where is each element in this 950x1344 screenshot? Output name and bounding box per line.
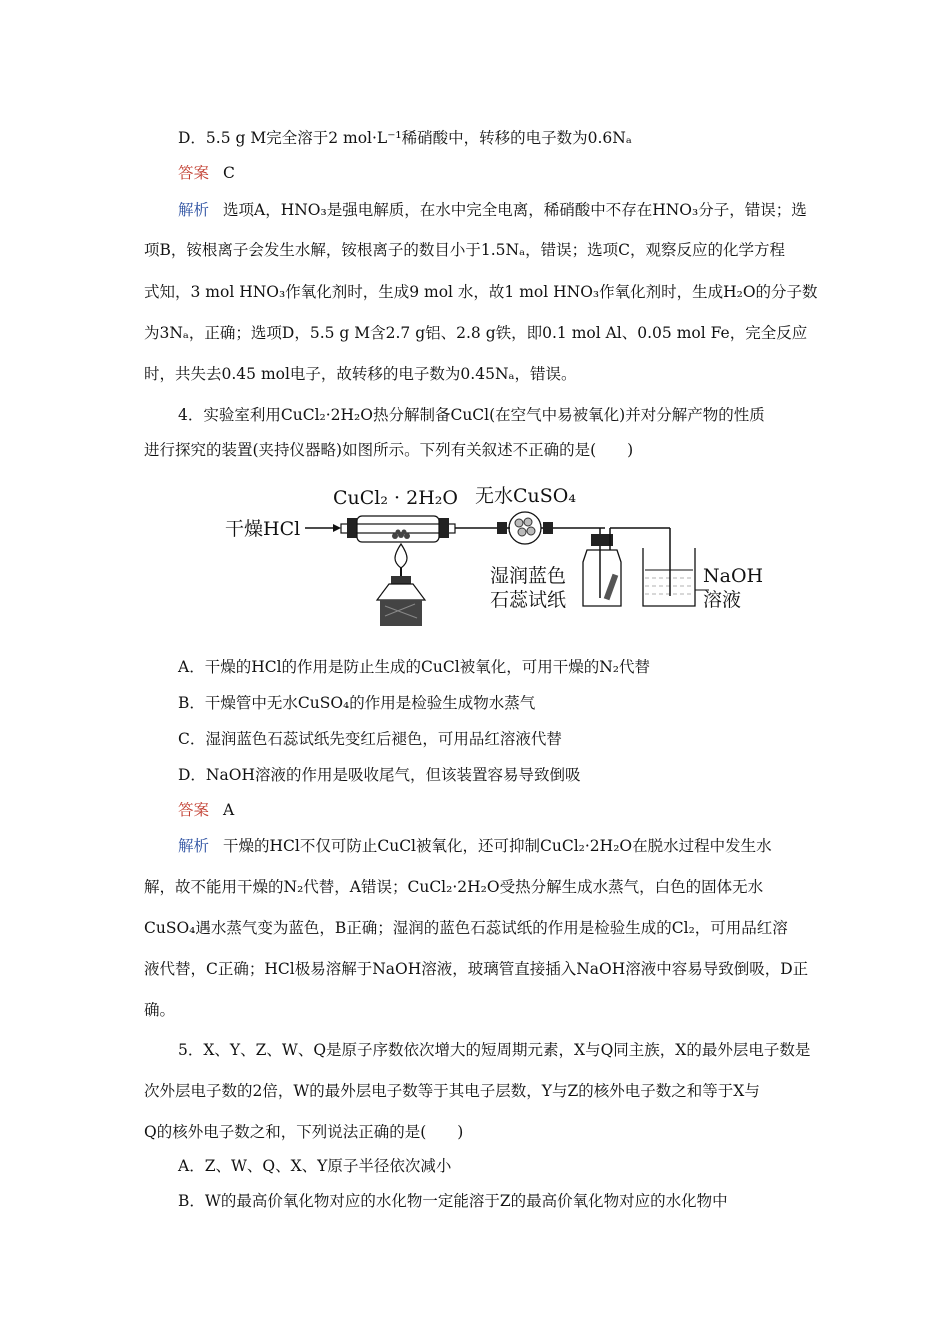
q5-stem-line-1: 5．X、Y、Z、W、Q是原子序数依次增大的短周期元素，X与Q同主族，X的最外层电子数是 [178, 1041, 811, 1059]
q3-analysis-line-4: 为3Nₐ，正确；选项D，5.5 g M含2.7 g铝、2.8 g铁，即0.1 mol Al、0.05 mol Fe，完全反应 [144, 324, 808, 342]
q4-stem-line-2: 进行探究的装置(夹持仪器略)如图所示。下列有关叙述不正确的是( ) [144, 441, 634, 459]
q4-analysis-line-2: 解，故不能用干燥的N₂代替，A错误；CuCl₂·2H₂O受热分解生成水蒸气，白色的固体无水 [144, 878, 764, 896]
q5-stem-line-2: 次外层电子数的2倍，W的最外层电子数等于其电子层数，Y与Z的核外电子数之和等于X与 [144, 1082, 760, 1100]
analysis-label: 解析 [178, 837, 210, 855]
gas-arrow [305, 524, 341, 532]
q3-analysis-line-3: 式知，3 mol HNO₃作氧化剂时，生成9 mol 水，故1 mol HNO₃作氧化剂时，生成H₂O的分子数 [144, 283, 818, 301]
label-drier: 无水CuSO₄ [475, 485, 576, 507]
q4-analysis-line-4: 液代替，C正确；HCl极易溶解于NaOH溶液，玻璃管直接插入NaOH溶液中容易导致倒吸，D正 [144, 960, 809, 978]
answer-label: 答案 [178, 801, 210, 819]
q4-analysis-line-3: CuSO₄遇水蒸气变为蓝色，B正确；湿润的蓝色石蕊试纸的作用是检验生成的Cl₂，可用品红溶 [144, 919, 788, 937]
naoh-beaker [643, 528, 709, 606]
q4-option-d: D．NaOH溶液的作用是吸收尾气，但该装置容易导致倒吸 [178, 766, 581, 784]
q5-option-a: A．Z、W、Q、X、Y原子半径依次减小 [178, 1157, 452, 1175]
label-paper-2: 石蕊试纸 [490, 589, 567, 611]
q3-analysis-line-5: 时，共失去0.45 mol电子，故转移的电子数为0.45Nₐ，错误。 [144, 365, 577, 383]
alcohol-burner [377, 544, 425, 626]
label-naoh-1: NaOH [703, 565, 764, 587]
q4-stem-line-1: 4．实验室利用CuCl₂·2H₂O热分解制备CuCl(在空气中易被氧化)并对分解产物的性质 [178, 406, 765, 424]
analysis-text: 干燥的HCl不仅可防止CuCl被氧化，还可抑制CuCl₂·2H₂O在脱水过程中发生水 [223, 837, 772, 855]
q3-option-d: D．5.5 g M完全溶于2 mol·L⁻¹稀硝酸中，转移的电子数为0.6Nₐ [178, 129, 632, 147]
q4-option-c: C．湿润蓝色石蕊试纸先变红后褪色，可用品红溶液代替 [178, 730, 562, 748]
q4-analysis-line-5: 确。 [144, 1001, 176, 1019]
reaction-tube [341, 516, 455, 542]
answer-value: A [223, 801, 235, 819]
answer-value: C [223, 164, 235, 182]
analysis-label: 解析 [178, 201, 210, 219]
q4-answer [178, 798, 234, 822]
q3-analysis-line-1 [178, 198, 807, 222]
gas-bottle [583, 528, 670, 606]
q4-option-a: A．干燥的HCl的作用是防止生成的CuCl被氧化，可用干燥的N₂代替 [178, 658, 650, 676]
label-reactant: CuCl₂ · 2H₂O [333, 487, 458, 509]
label-naoh-2: 溶液 [703, 589, 742, 611]
label-paper-1: 湿润蓝色 [490, 565, 567, 587]
label-gas: 干燥HCl [225, 518, 301, 540]
drying-tube [497, 512, 605, 544]
q4-analysis-line-1 [178, 834, 772, 858]
answer-label: 答案 [178, 164, 210, 182]
apparatus-diagram [225, 478, 765, 628]
q5-option-b: B．W的最高价氧化物对应的水化物一定能溶于Z的最高价氧化物对应的水化物中 [178, 1192, 728, 1210]
q3-analysis-line-2: 项B，铵根离子会发生水解，铵根离子的数目小于1.5Nₐ，错误；选项C，观察反应的化学方程 [144, 241, 785, 259]
q5-stem-line-3: Q的核外电子数之和，下列说法正确的是( ) [144, 1123, 464, 1141]
analysis-text: 选项A，HNO₃是强电解质，在水中完全电离，稀硝酸中不存在HNO₃分子，错误；选 [223, 201, 807, 219]
q3-answer [178, 161, 235, 185]
q4-option-b: B．干燥管中无水CuSO₄的作用是检验生成物水蒸气 [178, 694, 536, 712]
